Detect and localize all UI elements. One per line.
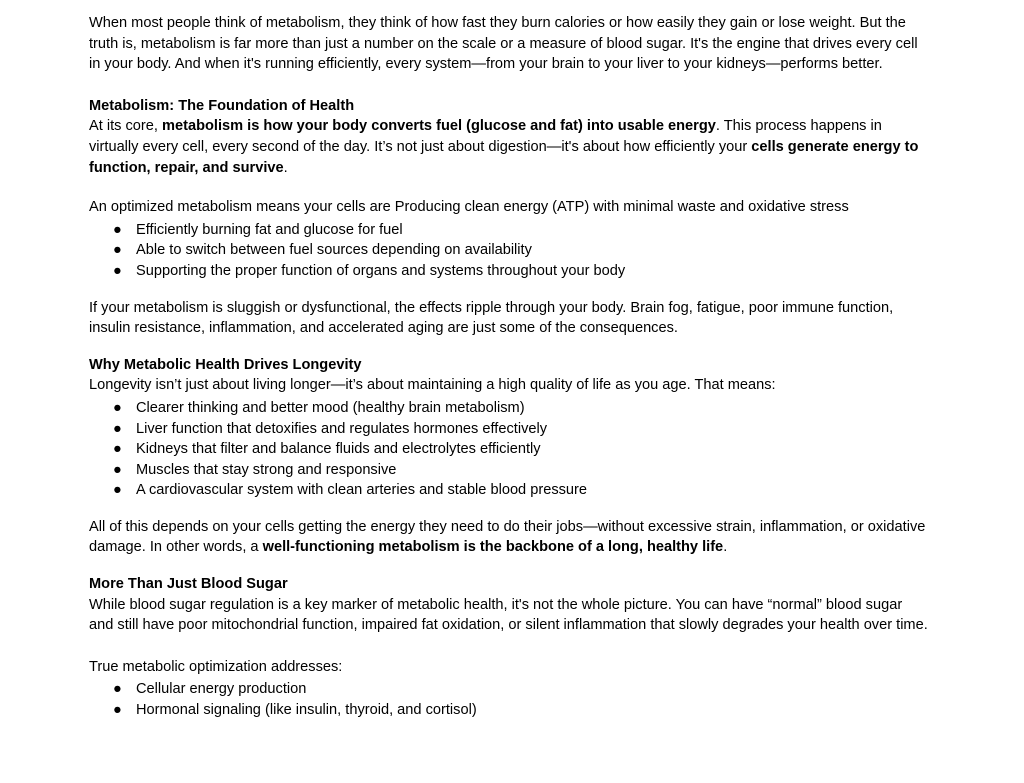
list-item [89,398,929,419]
consequences-paragraph: If your metabolism is sluggish or dysfunctional, the effects ripple through your body. Brain fog, fatigue, poor immune function, insulin resistance, inflammation, and accelerated aging are just some of the consequences. [89,299,894,337]
list-item-text: Hormonal signaling (like insulin, thyroid, and cortisol) [136,702,477,719]
bold-run: cells generate energy to function, repair, and survive [89,138,919,176]
section-heading-blood-sugar: More Than Just Blood Sugar [89,576,288,593]
bullet-icon: ● [113,702,122,719]
blood-sugar-paragraph: While blood sugar regulation is a key marker of metabolic health, it's not the whole picture. You can have “normal” blood sugar and still have poor mitochondrial function, impaired fat oxidation, or silent inflammation that slowly degrades your health over time. [89,596,928,634]
section-heading-foundation: Metabolism: The Foundation of Health [89,97,355,114]
bullet-icon: ● [113,482,122,499]
list-item [89,679,929,700]
list-item-text: Supporting the proper function of organs and systems throughout your body [136,262,626,279]
bullet-icon: ● [113,262,122,279]
list-item-text: Efficiently burning fat and glucose for fuel [136,221,403,238]
bullet-icon: ● [113,420,122,437]
text-run: . This process happens in virtually every cell, every second of the day. It’s not just about digestion—it's about how efficiently your [89,118,882,155]
list-item [89,419,929,440]
list-item [89,700,929,721]
bold-run: metabolism is how your body converts fuel (glucose and fat) into usable energy [162,118,716,135]
text-run: . [283,159,288,176]
intro-paragraph: When most people think of metabolism, they think of how fast they burn calories or how easily they gain or lose weight. But the truth is, metabolism is far more than just a number on the scale or a measure of blood sugar. It's the engine that drives every cell in your body. And when it's running efficiently, every system—from your brain to your liver to your kidneys—performs better. [89,15,918,73]
list-item [89,220,929,241]
list-item-text: A cardiovascular system with clean arteries and stable blood pressure [136,482,588,499]
bullet-icon: ● [113,399,122,416]
foundation-paragraph [89,116,929,178]
list-item-text: Cellular energy production [136,681,307,698]
list-item [89,460,929,481]
bullet-icon: ● [113,681,122,698]
bullet-icon: ● [113,461,122,478]
optimization-intro: True metabolic optimization addresses: [89,658,343,675]
list-item-text: Clearer thinking and better mood (healthy brain metabolism) [136,399,525,416]
list-item [89,261,929,282]
list-item-text: Muscles that stay strong and responsive [136,461,397,478]
document-body [89,13,929,721]
longevity-list [89,398,929,501]
section-heading-longevity: Why Metabolic Health Drives Longevity [89,356,362,373]
backbone-paragraph [89,517,929,558]
list-item [89,480,929,501]
list-item-text: Kidneys that filter and balance fluids and electrolytes efficiently [136,441,541,458]
optimized-metabolism-list [89,220,929,282]
list-item [89,240,929,261]
text-run: . [723,539,728,556]
text-run: At its core, [89,118,162,135]
bold-run: well-functioning metabolism is the backbone of a long, healthy life [262,539,724,556]
optimized-metabolism-paragraph: An optimized metabolism means your cells are Producing clean energy (ATP) with minimal waste and oxidative stress [89,199,849,216]
bullet-icon: ● [113,221,122,238]
bullet-icon: ● [113,441,122,458]
list-item [89,439,929,460]
longevity-paragraph: Longevity isn’t just about living longer—it’s about maintaining a high quality of life as you age. That means: [89,377,776,394]
list-item-text: Able to switch between fuel sources depending on availability [136,242,532,259]
optimization-list [89,679,929,720]
list-item-text: Liver function that detoxifies and regulates hormones effectively [136,420,548,437]
text-run: All of this depends on your cells getting the energy they need to do their jobs—without excessive strain, inflammation, or oxidative damage. In other words, a [89,518,926,556]
bullet-icon: ● [113,242,122,259]
